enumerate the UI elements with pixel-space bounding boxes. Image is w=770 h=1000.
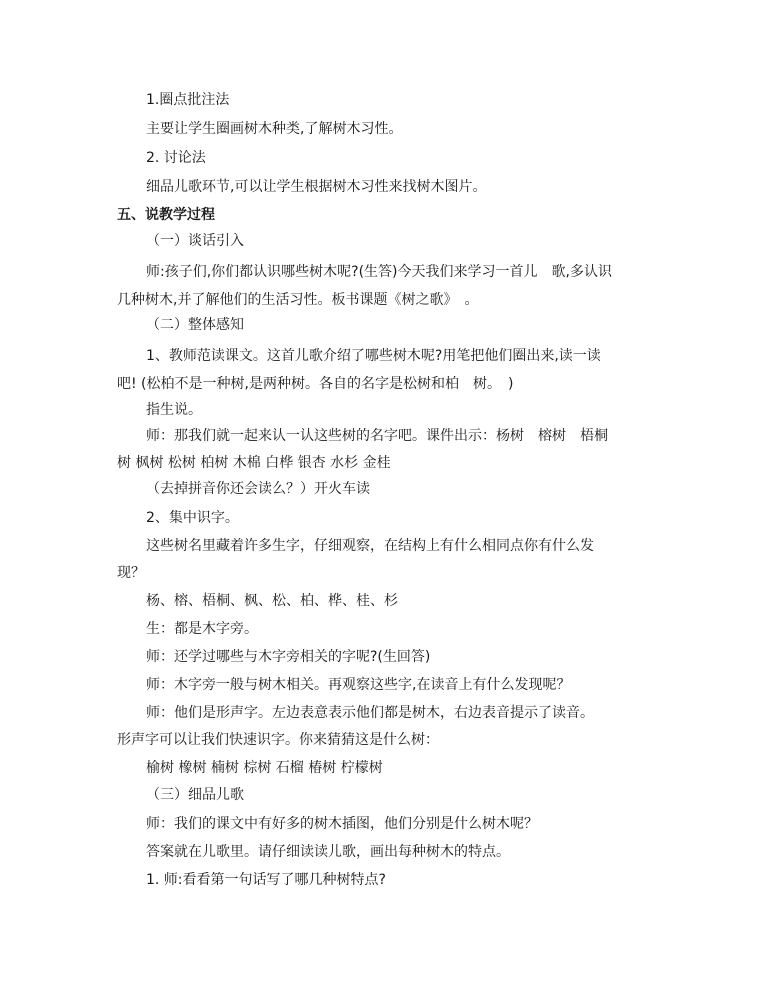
paragraph-line: 师：木字旁一般与树木相关。再观察这些字,在读音上有什么发现呢？ (146, 677, 571, 693)
character-list: 杨、榕、梧桐、枫、松、柏、桦、桂、杉 (146, 593, 398, 609)
subheading-1: （一）谈话引入 (146, 233, 244, 249)
subheading-3: （三）细品儿歌 (146, 787, 244, 803)
paragraph-line: 吧! (松柏不是一种树,是两种树。各自的名字是松树和柏 树。 ) (117, 376, 514, 392)
paragraph-line: 2、集中识字。 (146, 510, 239, 526)
paragraph-line: 1、教师范读课文。这首儿歌介绍了哪些树木呢?用笔把他们圈出来,读一读 (146, 348, 601, 364)
paragraph-line: 师:孩子们,你们都认识哪些树木呢?(生答)今天我们来学习一首儿 歌,多认识 (146, 264, 612, 280)
paragraph-line: 师：我们的课文中有好多的树木插图，他们分别是什么树木呢？ (146, 816, 538, 832)
paragraph-line: 现？ (117, 565, 145, 581)
paragraph-line: 答案就在儿歌里。请仔细读读儿歌，画出每种树木的特点。 (146, 844, 510, 860)
paragraph-line: 形声字可以让我们快速识字。你来猜猜这是什么树： (117, 732, 439, 748)
paragraph-line: 生：都是木字旁。 (146, 621, 258, 637)
tree-list: 树 枫树 松树 柏树 木棉 白桦 银杏 水杉 金桂 (117, 455, 391, 471)
section-heading: 五、说教学过程 (117, 207, 215, 223)
paragraph-line: 师：他们是形声字。左边表意表示他们都是树木，右边表音提示了读音。 (146, 705, 594, 721)
paragraph-line: 师：还学过哪些与木字旁相关的字呢?(生回答) (146, 649, 431, 665)
paragraph-line: 指生说。 (146, 402, 202, 418)
method-text-1: 主要让学生圈画树木种类,了解树木习性。 (146, 121, 403, 137)
method-text-2: 细品儿歌环节,可以让学生根据树木习性来找树木图片。 (146, 179, 487, 195)
method-heading-2: 2. 讨论法 (146, 150, 206, 166)
paragraph-line: 几种树木,并了解他们的生活习性。板书课题《树之歌》 。 (117, 292, 479, 308)
paragraph-line: （去掉拼音你还会读么？）开火车读 (146, 481, 370, 497)
paragraph-line: 1. 师:看看第一句话写了哪几种树特点? (146, 872, 386, 888)
paragraph-line: 这些树名里藏着许多生字，仔细观察，在结构上有什么相同点你有什么发 (146, 538, 594, 554)
paragraph-line: 师：那我们就一起来认一认这些树的名字吧。课件出示：杨树 榕树 梧桐 (146, 428, 608, 444)
tree-list: 榆树 橡树 楠树 棕树 石榴 椿树 柠檬树 (146, 760, 383, 776)
subheading-2: （二）整体感知 (146, 317, 244, 333)
method-heading-1: 1.圈点批注法 (146, 92, 230, 108)
